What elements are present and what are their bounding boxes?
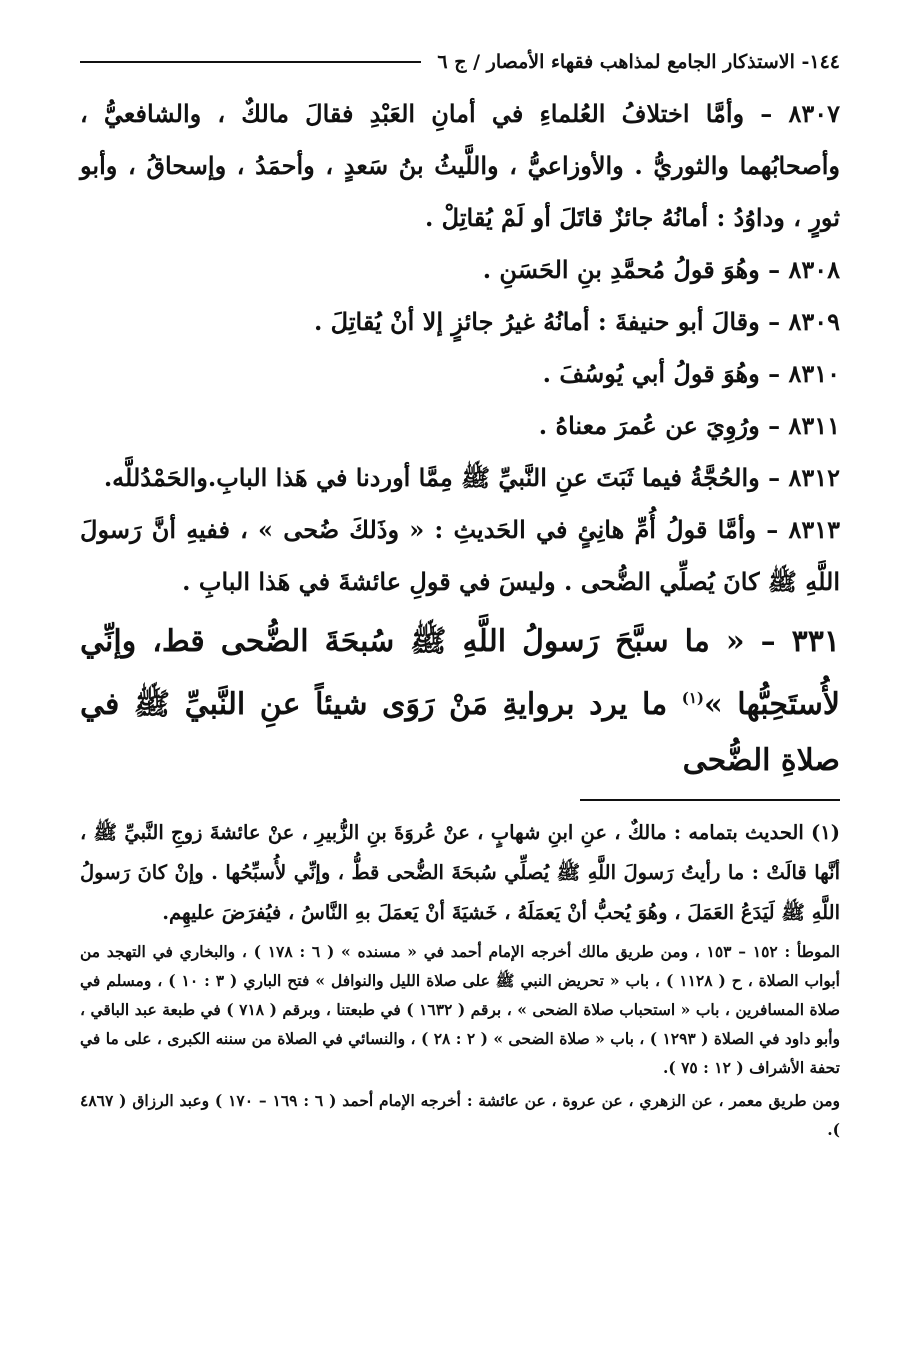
footnote-references xyxy=(80,937,840,1144)
paragraph-8308: ٨٣٠٨ – وهُوَ قولُ مُحمَّدِ بنِ الحَسَنِ . xyxy=(482,255,840,284)
footnote-reference-1: الموطأ : ١٥٢ – ١٥٣ ، ومن طريق مالك أخرجه الإمام أحمد في « مسنده » ( ٦ : ١٧٨ ) ، والبخاري في التهجد من أبواب الصلاة ، ح ( ١١٢٨ ) ، باب « تحريض النبي ﷺ على صلاة الليل والنوافل » فتح الباري ( ٣ : ١٠ ) ، ومسلم في صلاة المسافرين ، باب « استحباب صلاة الضحى » ، برقم ( ١٦٣٢ ) في طبعتنا ، وبرقم ( ٧١٨ ) في طبعة عبد الباقي ، وأبو داود في الصلاة ( ١٢٩٣ ) ، باب « صلاة الضحى » ( ٢ : ٢٨ ) ، والنسائي في الصلاة من سننه الكبرى ، على ما في تحفة الأشراف ( ١٢ : ٧٥ ). xyxy=(80,942,841,1077)
hadith-text: ٣٣١ – « ما سبَّحَ رَسولُ اللَّهِ ﷺ سُبحَةَ الضُّحى قط، وإنِّي لأُستَحِبُّها » xyxy=(80,624,840,722)
running-header-title: ١٤٤- الاستذكار الجامع لمذاهب فقهاء الأمصار / ج ٦ xyxy=(437,51,840,73)
hadith-heading-331 xyxy=(80,614,840,789)
footnote-hadith-text: (١) الحديث بتمامه : مالكٌ ، عنِ ابنِ شهابٍ ، عنْ عُروَةَ بنِ الزُّبيرِ ، عنْ عائشةَ زوجِ النَّبيِّ ﷺ ، أنَّها قالَتْ : ما رأيتُ رَسولَ اللَّهِ ﷺ يُصلِّي سُبحَةَ الضُّحى قطُّ ، وإنِّي لأُسبِّحُها . وإنْ كانَ رَسولُ اللَّهِ ﷺ لَيَدَعُ العَمَلَ ، وهُوَ يُحبُّ أنْ يَعمَلَهُ ، خَشيَةَ أنْ يَعمَلَ بهِ النَّاسُ ، فيُفرَضَ عليهِم. xyxy=(80,821,840,924)
paragraph-8310: ٨٣١٠ – وهُوَ قولُ أبي يُوسُفَ . xyxy=(542,359,840,388)
paragraph-8313: ٨٣١٣ – وأمَّا قولُ أُمِّ هانِئٍ في الحَديثِ : « وذَلكَ ضُحى » ، ففيهِ أنَّ رَسولَ اللَّهِ ﷺ كانَ يُصلِّي الضُّحى . وليسَ في قولِ عائشةَ في هَذا البابِ . xyxy=(80,515,840,596)
paragraph-8312: ٨٣١٢ – والحُجَّةُ فيما ثَبَتَ عنِ النَّبيِّ ﷺ مِمَّا أوردنا في هَذا البابِ.والحَمْدُللَّه. xyxy=(103,463,840,492)
paragraph-8307: ٨٣٠٧ – وأمَّا اختلافُ العُلماءِ في أمانِ العَبْدِ فقالَ مالكٌ ، والشافعيُّ ، وأصحابُهما والثوريُّ . والأوزاعيُّ ، واللَّيثُ بنُ سَعدٍ ، وأحمَدُ ، وإسحاقُ ، وأبو ثورٍ ، وداوُدُ : أمانُهُ جائزٌ قاتَلَ أو لَمْ يُقاتِلْ . xyxy=(80,99,840,232)
paragraph-8311: ٨٣١١ – ورُوِيَ عن عُمرَ معناهُ . xyxy=(538,411,840,440)
hadith-tail: ما يرد بروايةِ مَنْ رَوَى شيئاً عنِ النَّبيِّ ﷺ في صلاةِ الضُّحى xyxy=(80,687,840,778)
footnote-rule xyxy=(580,799,840,801)
main-text xyxy=(80,88,840,608)
paragraph-8309: ٨٣٠٩ – وقالَ أبو حنيفةَ : أمانُهُ غيرُ جائزٍ إلا أنْ يُقاتِلَ . xyxy=(313,307,840,336)
page-header xyxy=(80,42,840,82)
footnote-main xyxy=(80,813,840,933)
header-rule xyxy=(80,61,421,63)
footnote-marker: (١) xyxy=(681,689,705,707)
footnote-reference-2: ومن طريق معمر ، عن الزهري ، عن عروة ، عن عائشة : أخرجه الإمام أحمد ( ٦ : ١٦٩ – ١٧٠ ) وعبد الرزاق ( ٤٨٦٧ ). xyxy=(80,1091,840,1139)
